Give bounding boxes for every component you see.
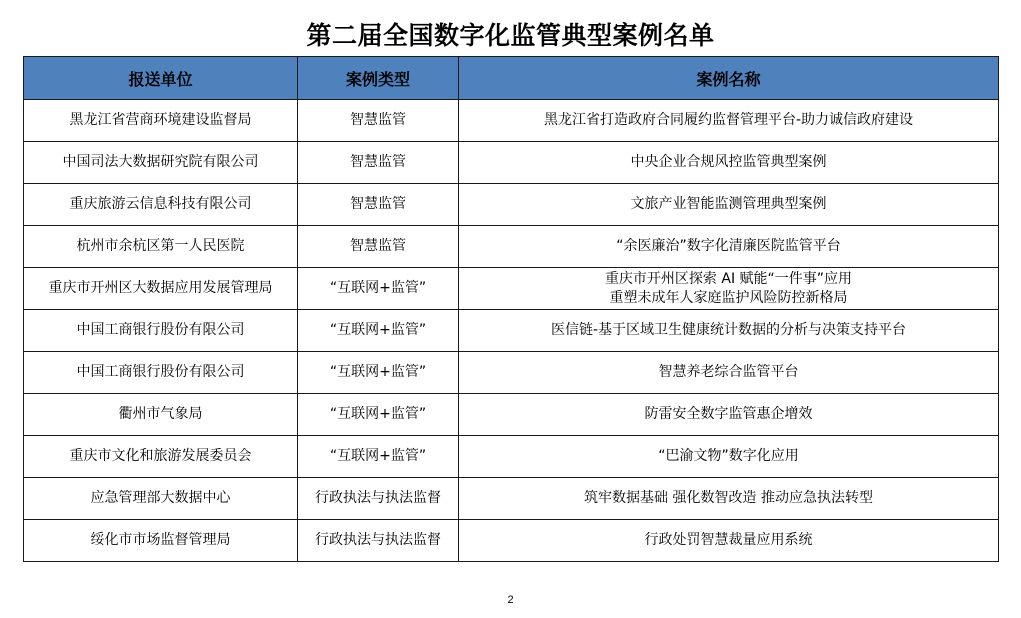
header-case-name: 案例名称 <box>459 57 999 100</box>
cell-case-type: 智慧监管 <box>298 184 459 226</box>
case-name-line: 医信链-基于区域卫生健康统计数据的分析与决策支持平台 <box>550 322 907 338</box>
case-name-line: “余医廉治”数字化清廉医院监管平台 <box>616 238 841 254</box>
case-name-line: 文旅产业智能监测管理典型案例 <box>630 196 827 212</box>
cell-case-name <box>459 310 999 352</box>
table-row <box>24 184 999 226</box>
cell-case-name <box>459 226 999 268</box>
cell-submitting-unit: 重庆市文化和旅游发展委员会 <box>24 436 298 478</box>
cell-case-name <box>459 352 999 394</box>
case-name-line: 黑龙江省打造政府合同履约监督管理平台-助力诚信政府建设 <box>543 112 914 128</box>
cell-case-type: “互联网+监管” <box>298 310 459 352</box>
case-list-table <box>23 56 999 562</box>
cell-submitting-unit: 重庆市开州区大数据应用发展管理局 <box>24 268 298 310</box>
cell-case-type: “互联网+监管” <box>298 268 459 310</box>
header-submitting-unit: 报送单位 <box>24 57 298 100</box>
case-name-line: 重庆市开州区探索 AI 赋能“一件事”应用 <box>604 270 853 287</box>
table-row <box>24 478 999 520</box>
cell-case-name <box>459 268 999 310</box>
table-row <box>24 226 999 268</box>
cell-submitting-unit: 杭州市余杭区第一人民医院 <box>24 226 298 268</box>
table-header-row <box>24 57 999 100</box>
header-case-type: 案例类型 <box>298 57 459 100</box>
case-name-line: 行政处罚智慧裁量应用系统 <box>644 532 813 548</box>
cell-case-name <box>459 142 999 184</box>
table-row <box>24 352 999 394</box>
cell-case-type: “互联网+监管” <box>298 436 459 478</box>
cell-case-type: 行政执法与执法监督 <box>298 520 459 562</box>
cell-submitting-unit: 衢州市气象局 <box>24 394 298 436</box>
case-name-line: 筑牢数据基础 强化数智改造 推动应急执法转型 <box>584 490 873 506</box>
case-name-line: 重塑未成年人家庭监护风险防控新格局 <box>609 289 848 306</box>
cell-case-type: 行政执法与执法监督 <box>298 478 459 520</box>
table-row <box>24 142 999 184</box>
cell-submitting-unit: 黑龙江省营商环境建设监督局 <box>24 100 298 142</box>
table-row <box>24 268 999 310</box>
cell-submitting-unit: 中国工商银行股份有限公司 <box>24 310 298 352</box>
table-row <box>24 394 999 436</box>
cell-case-type: “互联网+监管” <box>298 394 459 436</box>
cell-submitting-unit: 重庆旅游云信息科技有限公司 <box>24 184 298 226</box>
table-row <box>24 436 999 478</box>
cell-case-name <box>459 520 999 562</box>
page-title: 第二届全国数字化监管典型案例名单 <box>306 21 715 50</box>
case-name-line: 中央企业合规风控监管典型案例 <box>630 154 827 170</box>
cell-case-name <box>459 394 999 436</box>
cell-submitting-unit: 应急管理部大数据中心 <box>24 478 298 520</box>
table-row <box>24 100 999 142</box>
table-row <box>24 520 999 562</box>
cell-submitting-unit: 中国工商银行股份有限公司 <box>24 352 298 394</box>
cell-case-name <box>459 100 999 142</box>
cell-case-type: 智慧监管 <box>298 142 459 184</box>
case-name-line: 智慧养老综合监管平台 <box>658 364 799 380</box>
table-row <box>24 310 999 352</box>
cell-case-type: 智慧监管 <box>298 226 459 268</box>
cell-case-name <box>459 436 999 478</box>
cell-case-name <box>459 184 999 226</box>
table-body <box>24 100 999 562</box>
cell-case-name <box>459 478 999 520</box>
cell-submitting-unit: 中国司法大数据研究院有限公司 <box>24 142 298 184</box>
page-number: 2 <box>507 594 514 606</box>
case-name-line: 防雷安全数字监管惠企增效 <box>644 406 813 422</box>
cell-submitting-unit: 绥化市市场监督管理局 <box>24 520 298 562</box>
case-name-line: “巴渝文物”数字化应用 <box>658 448 799 464</box>
cell-case-type: 智慧监管 <box>298 100 459 142</box>
cell-case-type: “互联网+监管” <box>298 352 459 394</box>
